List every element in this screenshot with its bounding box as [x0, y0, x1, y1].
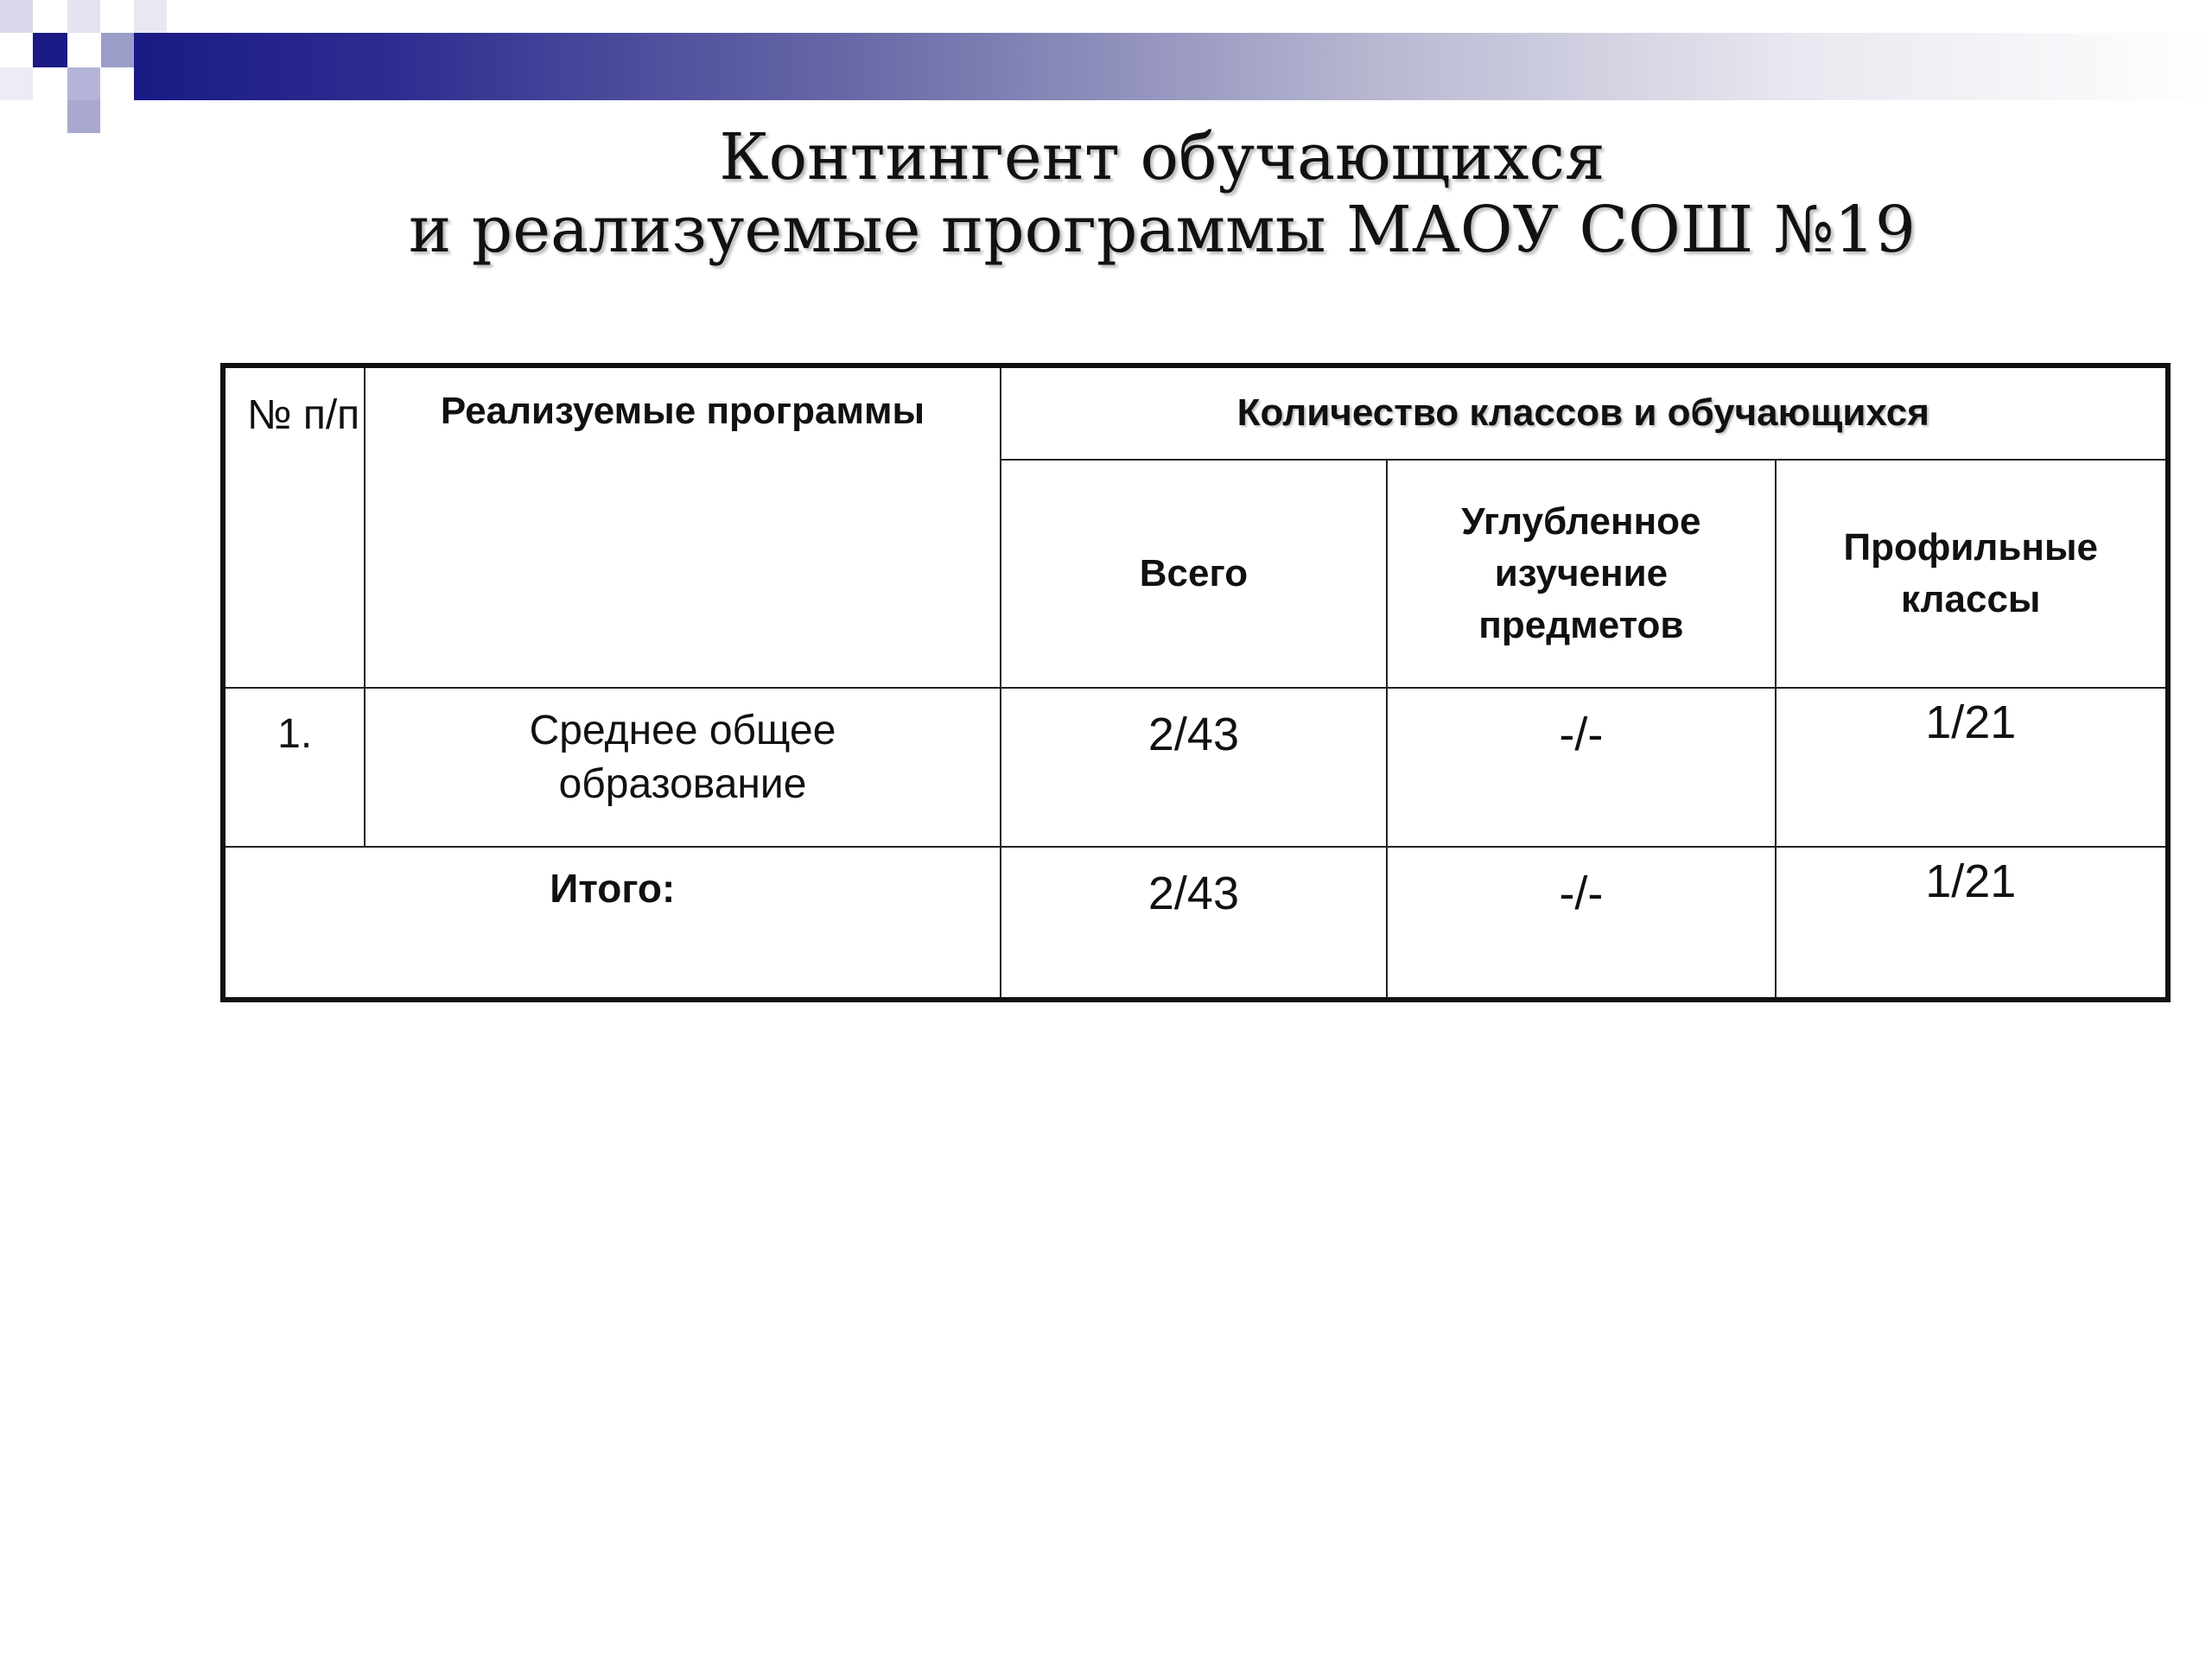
decor-square: [0, 67, 33, 100]
row-in-depth: -/-: [1387, 688, 1775, 847]
title-line-2: и реализуемые программы МАОУ СОШ №19: [409, 193, 1916, 267]
decor-square: [33, 33, 67, 67]
table-summary-row: [223, 847, 2168, 1000]
table-row: [223, 688, 2168, 847]
header-total: Всего: [1001, 460, 1388, 688]
row-program: Среднее общее образование: [365, 688, 1000, 847]
decor-square: [67, 67, 100, 100]
title-line-1: Контингент обучающихся: [719, 120, 1605, 194]
header-in-depth: Углубленное изучение предметов: [1387, 460, 1775, 688]
header-class-count-group: Количество классов и обучающихся: [1001, 365, 2168, 460]
slide-title: [0, 121, 2212, 266]
table-header-row: [223, 365, 2168, 460]
summary-total: 2/43: [1001, 847, 1388, 1000]
row-number: 1.: [223, 688, 365, 847]
decor-square: [0, 0, 33, 33]
decor-square: [67, 0, 100, 33]
row-profile: 1/21: [1776, 688, 2169, 847]
header-gradient-band: [134, 33, 2212, 100]
row-total: 2/43: [1001, 688, 1388, 847]
header-number: № п/п: [223, 365, 365, 688]
summary-profile: 1/21: [1776, 847, 2169, 1000]
contingent-table: [220, 363, 2171, 1002]
decor-square: [101, 67, 134, 100]
header-profile: Профильные классы: [1776, 460, 2169, 688]
header-programs: Реализуемые программы: [365, 365, 1000, 688]
decor-square: [134, 0, 167, 33]
summary-in-depth: -/-: [1387, 847, 1775, 1000]
summary-label: Итого:: [223, 847, 1001, 1000]
decor-square: [101, 33, 134, 67]
